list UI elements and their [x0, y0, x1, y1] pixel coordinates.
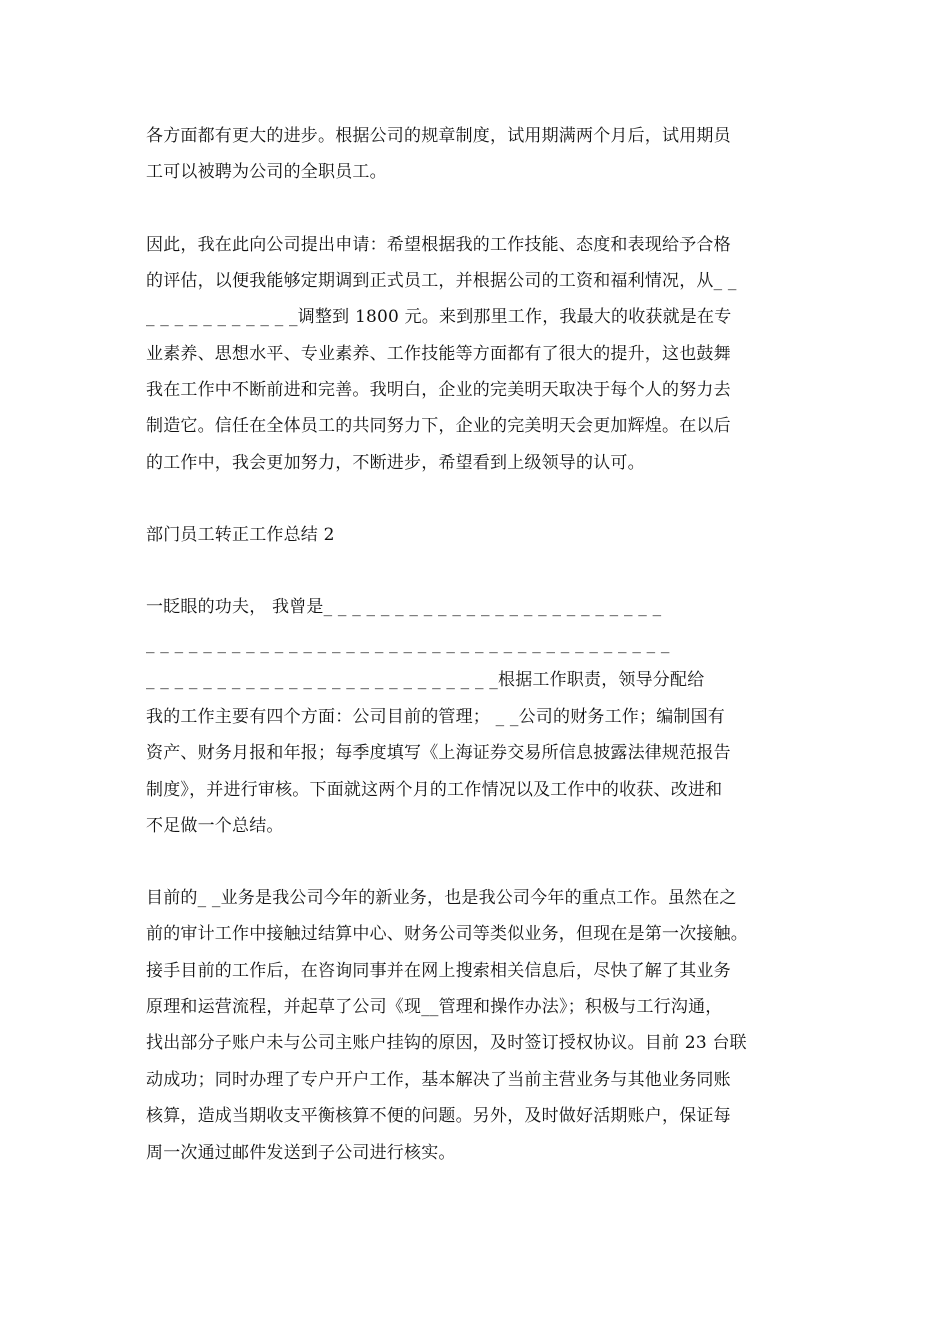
- paragraph-2-line-4: 业素养、思想水平、专业素养、工作技能等方面都有了很大的提升，这也鼓舞: [146, 344, 731, 364]
- paragraph-2-line-1: 因此，我在此向公司提出申请：希望根据我的工作技能、态度和表现给予合格: [146, 235, 731, 255]
- paragraph-2-line-5: 我在工作中不断前进和完善。我明白，企业的完美明天取决于每个人的努力去: [146, 380, 731, 400]
- paragraph-1-line-2: 工可以被聘为公司的全职员工。: [146, 162, 387, 182]
- paragraph-5-line-4: 原理和运营流程，并起草了公司《现__管理和操作办法》；积极与工行沟通，: [146, 997, 723, 1017]
- paragraph-2-line-6: 制造它。信任在全体员工的共同努力下，企业的完美明天会更加辉煌。在以后: [146, 416, 731, 436]
- paragraph-4-line-2: _ _ _ _ _ _ _ _ _ _ _ _ _ _ _ _ _ _ _ _ _ _ _ _ _ _ _ _ _ _ _ _ _ _ _ _ _: [146, 634, 670, 654]
- paragraph-4-line-7: 不足做一个总结。: [146, 816, 284, 836]
- paragraph-1-line-1: 各方面都有更大的进步。根据公司的规章制度，试用期满两个月后，试用期员: [146, 126, 731, 146]
- paragraph-4-line-6: 制度》，并进行审核。下面就这两个月的工作情况以及工作中的收获、改进和: [146, 780, 723, 800]
- paragraph-5-line-8: 周一次通过邮件发送到子公司进行核实。: [146, 1143, 456, 1163]
- section-heading: 部门员工转正工作总结 2: [146, 525, 335, 545]
- paragraph-5-line-6: 动成功；同时办理了专户开户工作，基本解决了当前主营业务与其他业务同账: [146, 1070, 731, 1090]
- paragraph-4-line-3: _ _ _ _ _ _ _ _ _ _ _ _ _ _ _ _ _ _ _ _ _ _ _ _ _根据工作职责，领导分配给: [146, 670, 705, 690]
- paragraph-2-line-2: 的评估，以便我能够定期调到正式员工，并根据公司的工资和福利情况，从_ _: [146, 271, 737, 291]
- paragraph-5-line-5: 找出部分子账户未与公司主账户挂钩的原因，及时签订授权协议。目前 23 台联: [146, 1033, 747, 1053]
- paragraph-5-line-2: 前的审计工作中接触过结算中心、财务公司等类似业务，但现在是第一次接触。: [146, 924, 748, 944]
- paragraph-5-line-7: 核算，造成当期收支平衡核算不便的问题。另外，及时做好活期账户，保证每: [146, 1106, 731, 1126]
- paragraph-2-line-7: 的工作中，我会更加努力，不断进步，希望看到上级领导的认可。: [146, 453, 645, 473]
- paragraph-2-line-3: _ _ _ _ _ _ _ _ _ _ _调整到 1800 元。来到那里工作，我最大的收获就是在专: [146, 307, 732, 327]
- paragraph-4-line-1: 一眨眼的功夫， 我曾是_ _ _ _ _ _ _ _ _ _ _ _ _ _ _ _ _ _ _ _ _ _ _ _: [146, 597, 662, 617]
- paragraph-4-line-4: 我的工作主要有四个方面：公司目前的管理； _ _公司的财务工作；编制国有: [146, 707, 726, 727]
- paragraph-5-line-3: 接手目前的工作后，在咨询同事并在网上搜索相关信息后，尽快了解了其业务: [146, 961, 731, 981]
- paragraph-5-line-1: 目前的_ _业务是我公司今年的新业务，也是我公司今年的重点工作。虽然在之: [146, 888, 737, 908]
- paragraph-4-line-5: 资产、财务月报和年报；每季度填写《上海证券交易所信息披露法律规范报告: [146, 743, 731, 763]
